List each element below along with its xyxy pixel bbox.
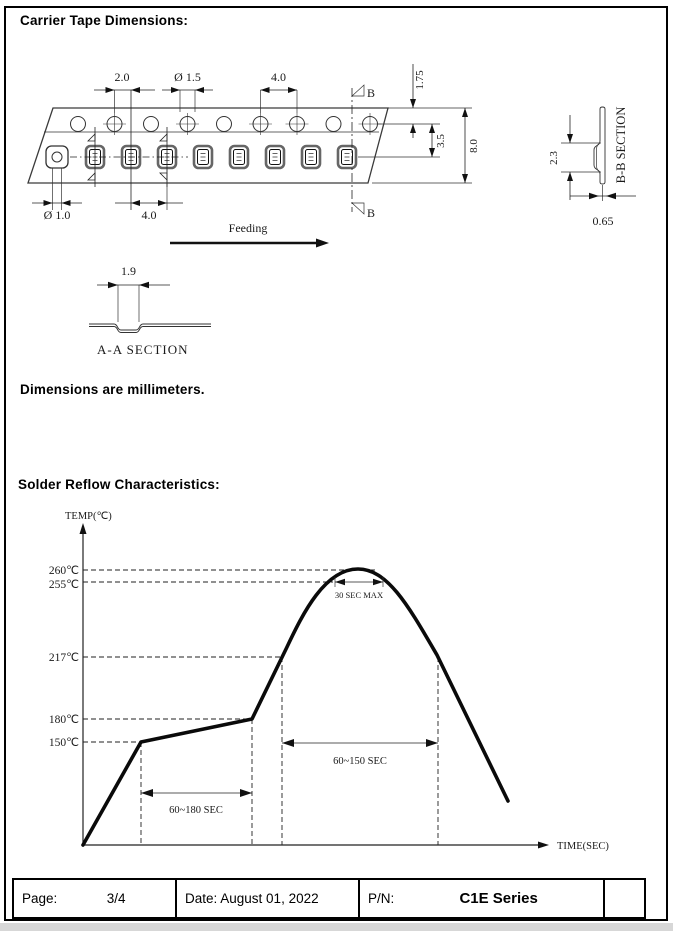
section-b-bottom-label: B: [367, 206, 376, 220]
mid-note-label: 60~150 SEC: [333, 756, 387, 767]
soak-annotation: [141, 789, 252, 816]
reflow-curve: [83, 569, 508, 845]
chip-pocket: [338, 146, 356, 168]
carrier-tape-heading: Carrier Tape Dimensions:: [20, 13, 189, 28]
y-axis-label: TEMP(℃): [65, 511, 112, 522]
reflow-chart: [35, 505, 650, 877]
footer-pn-cell: [360, 880, 605, 917]
reference-lines: [83, 570, 438, 845]
footer-page-cell: [14, 880, 177, 917]
section-b-top-label: B: [367, 86, 376, 100]
peak-note-label: 30 SEC MAX: [334, 590, 384, 600]
dim-1-9: [97, 264, 170, 322]
millimeters-note: Dimensions are millimeters.: [20, 382, 205, 397]
dim-label-1-9: 1.9: [121, 264, 136, 278]
pn-value: C1E Series: [459, 890, 538, 907]
footer-empty-cell: [605, 880, 644, 917]
dim-hole-dia: [162, 70, 213, 112]
footer-table: [12, 878, 646, 919]
soak-note-label: 60~180 SEC: [169, 805, 223, 816]
tick-180: 180℃: [48, 714, 79, 726]
chip-pocket: [230, 146, 248, 168]
tick-260: 260℃: [48, 565, 79, 577]
chart-axes: [65, 511, 609, 852]
dim-1-75: [378, 64, 472, 138]
dim-label-3-5: 3.5: [435, 134, 447, 148]
aa-section-drawing: [85, 258, 225, 363]
carrier-tape-drawing: [20, 50, 525, 265]
peak-annotation: [335, 577, 383, 600]
dim-label-4-0-top: 4.0: [271, 70, 286, 84]
bottom-strip: [0, 923, 673, 931]
footer-date-cell: [177, 880, 360, 917]
dim-label-2-0: 2.0: [114, 70, 130, 84]
dim-4-0-top: [261, 70, 298, 113]
pn-label: P/N:: [368, 891, 395, 906]
dim-label-4-0-bottom: 4.0: [141, 208, 157, 222]
bb-section-drawing: [545, 55, 670, 255]
reflow-heading: Solder Reflow Characteristics:: [18, 477, 220, 492]
dim-label-8-0: 8.0: [468, 139, 480, 153]
dim-label-1-75: 1.75: [414, 70, 426, 90]
dim-label-0-65: 0.65: [592, 214, 614, 228]
dim-8-0: [372, 108, 480, 183]
feeding-arrow: [170, 221, 329, 248]
chip-pocket: [194, 146, 212, 168]
tick-217: 217℃: [48, 652, 79, 664]
page-value: 3/4: [106, 891, 126, 906]
dim-label-1-0: Ø 1.0: [43, 208, 71, 222]
date-value: Date: August 01, 2022: [185, 891, 319, 906]
temp-tick-labels: [49, 565, 79, 749]
mid-annotation: [282, 739, 438, 767]
x-axis-label: TIME(SEC): [557, 841, 609, 852]
tick-255: 255℃: [48, 579, 79, 591]
feeding-label: Feeding: [228, 221, 268, 235]
bb-section-label: B-B SECTION: [614, 106, 628, 184]
aa-section-label: A-A SECTION: [97, 342, 189, 357]
dim-0-65: [570, 185, 636, 228]
chip-pocket: [266, 146, 284, 168]
dim-2-3: [548, 115, 601, 200]
tick-150: 150℃: [48, 737, 79, 749]
dim-label-2-3: 2.3: [548, 151, 560, 165]
dim-label-hole-dia: Ø 1.5: [174, 70, 201, 84]
page-label: Page:: [22, 891, 58, 906]
chip-pocket: [302, 146, 320, 168]
